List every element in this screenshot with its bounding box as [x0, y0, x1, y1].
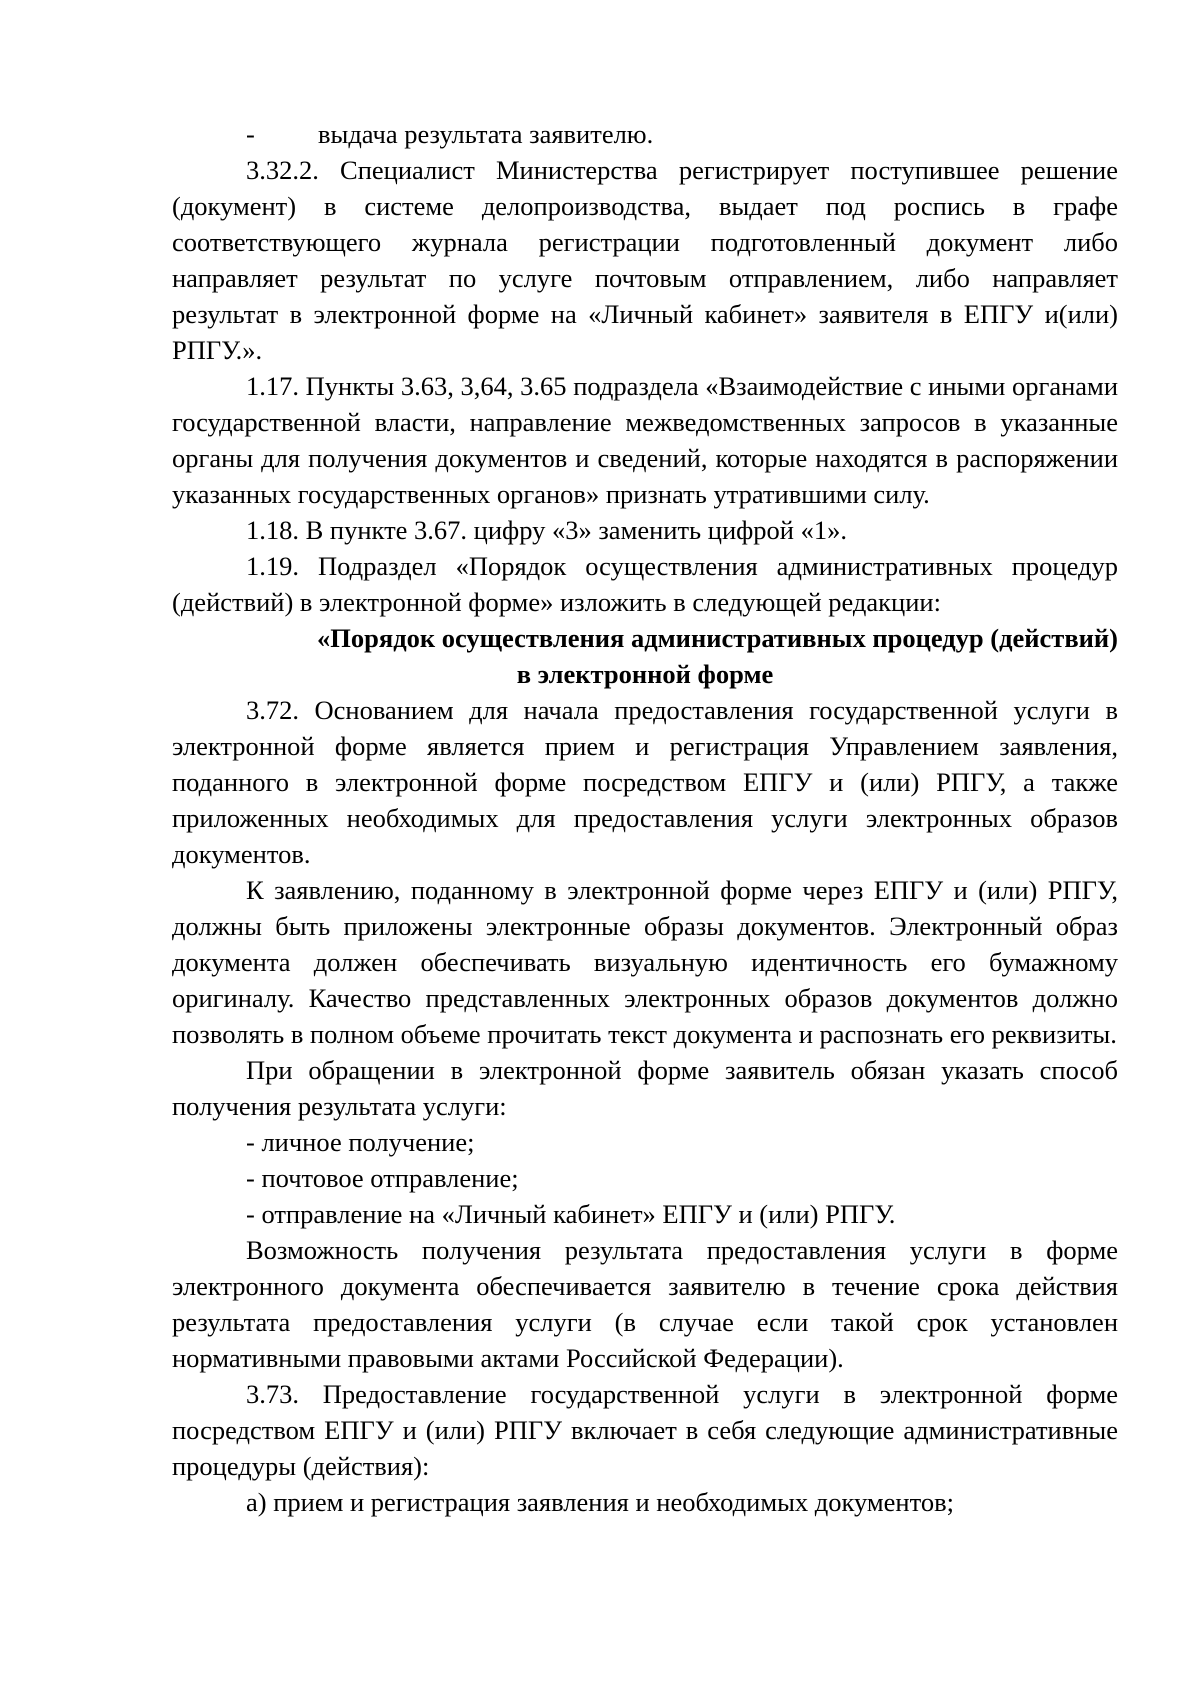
- list-item-a: а) прием и регистрация заявления и необходимых документов;: [246, 1487, 954, 1517]
- paragraph-1-19: 1.19. Подраздел «Порядок осуществления административных процедур (действий) в электронной форме» изложить в следующей редакции:: [172, 551, 1118, 617]
- paragraph-1-18: 1.18. В пункте 3.67. цифру «3» заменить цифрой «1».: [246, 515, 847, 545]
- list-item-text: выдача результата заявителю.: [318, 119, 654, 149]
- paragraph-3-32-2: 3.32.2. Специалист Министерства регистрирует поступившее решение (документ) в системе делопроизводства, выдает под роспись в графе соответствующего журнала регистрации подготовленный документ либо направляет результат по услуге почтовым отправлением, либо направляет результат в электронной форме на «Личный кабинет» заявителя в ЕПГУ и(или) РПГУ.».: [172, 155, 1118, 365]
- paragraph-result-method: При обращении в электронной форме заявитель обязан указать способ получения результата услуги:: [172, 1055, 1118, 1121]
- paragraph-possibility: Возможность получения результата предоставления услуги в форме электронного документа обеспечивается заявителю в течение срока действия результата предоставления услуги (в случае если такой срок установлен нормативными правовыми актами Российской Федерации).: [172, 1235, 1118, 1373]
- list-item: - личное получение;: [246, 1127, 475, 1157]
- paragraph-attachments: К заявлению, поданному в электронной форме через ЕПГУ и (или) РПГУ, должны быть приложены электронные образы документов. Электронный образ документа должен обеспечивать визуальную идентичность его бумажному оригиналу. Качество представленных электронных образов документов должно позволять в полном объеме прочитать текст документа и распознать его реквизиты.: [172, 875, 1118, 1049]
- paragraph-3-73: 3.73. Предоставление государственной услуги в электронной форме посредством ЕПГУ и (или) РПГУ включает в себя следующие административные процедуры (действия):: [172, 1379, 1118, 1481]
- paragraph-1-17: 1.17. Пункты 3.63, 3,64, 3.65 подраздела «Взаимодействие с иными органами государственной власти, направление межведомственных запросов в указанные органы для получения документов и сведений, которые находятся в распоряжении указанных государственных органов» признать утратившими силу.: [172, 371, 1118, 509]
- list-item: [172, 116, 1118, 152]
- list-dash: -: [246, 119, 255, 149]
- list-item: - отправление на «Личный кабинет» ЕПГУ и (или) РПГУ.: [246, 1199, 896, 1229]
- paragraph-3-72: 3.72. Основанием для начала предоставления государственной услуги в электронной форме является прием и регистрация Управлением заявления, поданного в электронной форме посредством ЕПГУ и (или) РПГУ, а также приложенных необходимых для предоставления услуги электронных образов документов.: [172, 695, 1118, 869]
- section-heading: [172, 620, 1118, 692]
- document-page: [172, 116, 1118, 1520]
- section-heading-line-2: в электронной форме: [516, 659, 774, 689]
- section-heading-line-1: «Порядок осуществления административных процедур (действий): [317, 623, 1118, 653]
- list-item: - почтовое отправление;: [246, 1163, 519, 1193]
